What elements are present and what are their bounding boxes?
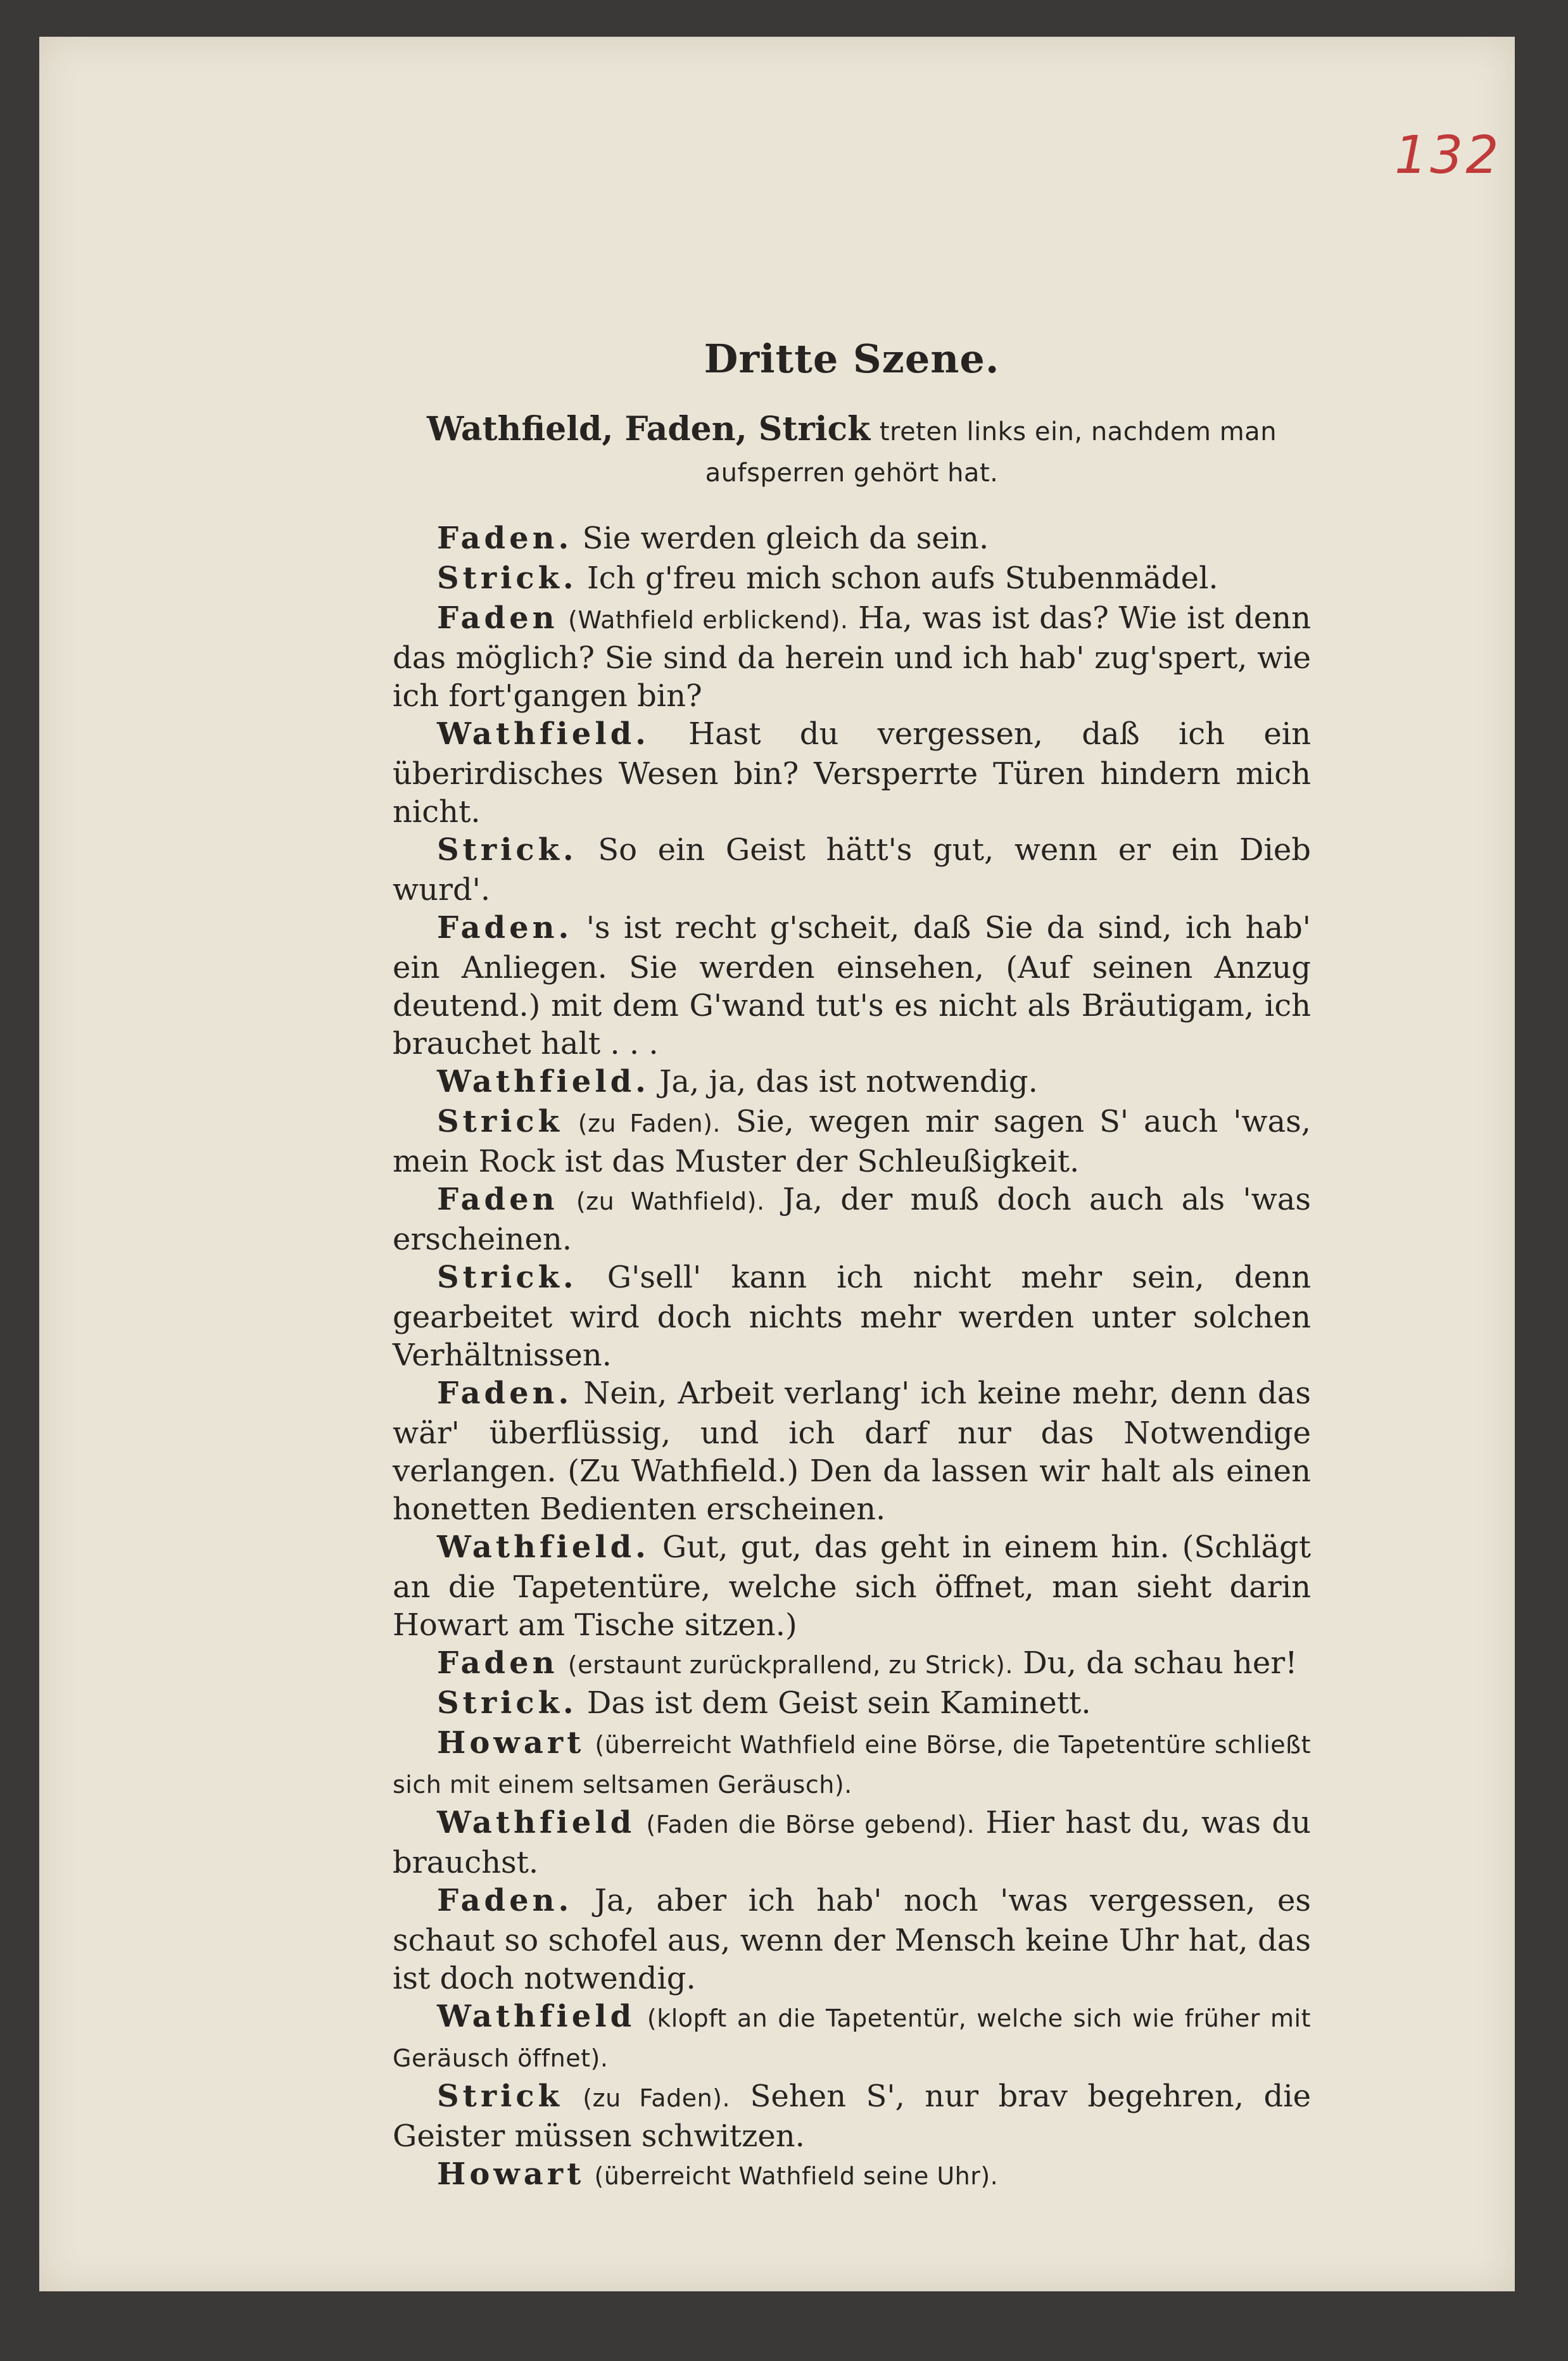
speaker-name: Faden [437,1182,559,1217]
dialogue-line [393,909,1311,1063]
dialogue-line [393,1804,1311,1882]
speaker-name: Faden. [437,1883,573,1918]
dialogue-line [393,1997,1311,2077]
line-text: Hast du vergessen, daß ich ein überirdisches Wesen bin? Versperrte Türen hindern mich nicht. [393,716,1312,830]
dialogue-line [393,519,1311,559]
dialogue [393,519,1311,2195]
line-text: Sie, wegen mir sagen S' auch 'was, mein Rock ist das Muster der Schleußigkeit. [393,1104,1311,1179]
speaker-name: Strick. [437,1260,578,1295]
line-text: So ein Geist hätt's gut, wenn er ein Dieb wurd'. [393,832,1311,908]
speaker-name: Faden. [437,521,573,556]
stage-direction: (überreicht Wathfield eine Börse, die Tapetentüre schließt sich mit einem seltsamen Geräusch). [393,1731,1311,1799]
dialogue-line [393,1724,1311,1804]
dialogue-line [393,1684,1311,1724]
dialogue-line [393,2077,1311,2155]
cast-line [393,410,1311,493]
cast-names: Wathfield, Faden, Strick [426,410,871,448]
line-text: Du, da schau her! [1023,1645,1298,1681]
cast-direction: treten links ein, nachdem man aufsperren gehört hat. [705,417,1277,488]
line-text: Gut, gut, das geht in einem hin. (Schlägt an die Tapetentüre, welche sich öffnet, man sieht darin Howart am Tische sitzen.) [393,1529,1312,1643]
speaker-name: Faden. [437,910,573,946]
line-text: Hier hast du, was du brauchst. [393,1805,1311,1880]
line-text: Ja, aber ich hab' noch 'was vergessen, es schaut so schofel aus, wenn der Mensch keine Uhr hat, das ist doch notwendig. [393,1883,1311,1996]
speaker-name: Faden [437,1645,559,1681]
dialogue-line [393,1103,1311,1180]
line-text: Sie werden gleich da sein. [582,521,989,556]
speaker-name: Strick. [437,560,578,596]
dialogue-line [393,559,1311,599]
stage-direction: (klopft an die Tapetentür, welche sich wie früher mit Geräusch öffnet). [393,2004,1311,2072]
speaker-name: Faden. [437,1376,573,1411]
line-text: Nein, Arbeit verlang' ich keine mehr, denn das wär' überflüssig, und ich darf nur das Notwendige verlangen. (Zu Wathfield.) Den da lassen wir halt als einen honetten Bedienten erscheinen. [393,1376,1311,1527]
dialogue-line [393,715,1311,831]
speaker-name: Strick. [437,832,578,868]
speaker-name: Strick [437,2079,563,2114]
stage-direction: (zu Faden). [578,1110,721,1137]
dialogue-line [393,831,1311,909]
folio-number: 132 [1394,125,1502,186]
dialogue-line [393,1882,1311,1997]
speaker-name: Howart [437,1725,585,1761]
speaker-name: Wathfield. [437,1064,650,1099]
line-text: Das ist dem Geist sein Kaminett. [586,1685,1091,1721]
dialogue-line [393,1528,1311,1644]
dialogue-line [393,1644,1311,1684]
speaker-name: Faden [437,600,559,636]
dialogue-line [393,2155,1311,2195]
dialogue-line [393,1374,1311,1528]
speaker-name: Strick [437,1104,563,1139]
stage-direction: (Wathfield erblickend). [568,606,849,634]
speaker-name: Wathfield. [437,716,650,752]
stage-direction: (zu Wathfield). [576,1187,765,1215]
stage-direction: (zu Faden). [583,2084,731,2112]
dialogue-line [393,1258,1311,1374]
speaker-name: Howart [437,2156,585,2192]
line-text: Sehen S', nur brav begehren, die Geister müssen schwitzen. [393,2079,1312,2154]
dialogue-line [393,1063,1311,1103]
line-text: G'sell' kann ich nicht mehr sein, denn gearbeitet wird doch nichts mehr werden unter solchen Verhältnissen. [393,1260,1311,1373]
scene-heading: Dritte Szene. [704,336,1000,382]
stage-direction: (Faden die Börse gebend). [646,1811,975,1839]
dialogue-line [393,1180,1311,1258]
speaker-name: Wathfield. [437,1529,650,1565]
speaker-name: Strick. [437,1685,578,1721]
dialogue-line [393,599,1311,715]
speaker-name: Wathfield [437,1805,636,1840]
line-text: 's ist recht g'scheit, daß Sie da sind, ich hab' ein Anliegen. Sie werden einsehen, (Auf seinen Anzug deutend.) mit dem G'wand tut's es nicht als Bräutigam, ich brauchet halt . . . [393,910,1311,1061]
stage-direction: (überreicht Wathfield seine Uhr). [594,2162,999,2190]
line-text: Ich g'freu mich schon aufs Stubenmädel. [586,560,1218,596]
line-text: Ja, ja, das ist notwendig. [659,1064,1038,1099]
speaker-name: Wathfield [437,1999,636,2034]
stage-direction: (erstaunt zurückprallend, zu Strick). [567,1651,1013,1679]
line-text: Ja, der muß doch auch als 'was erscheinen. [393,1182,1311,1257]
line-text: Ha, was ist das? Wie ist denn das möglich? Sie sind da herein und ich hab' zug'spert, wie ich fort'gangen bin? [393,600,1311,714]
page-content [393,336,1311,2195]
